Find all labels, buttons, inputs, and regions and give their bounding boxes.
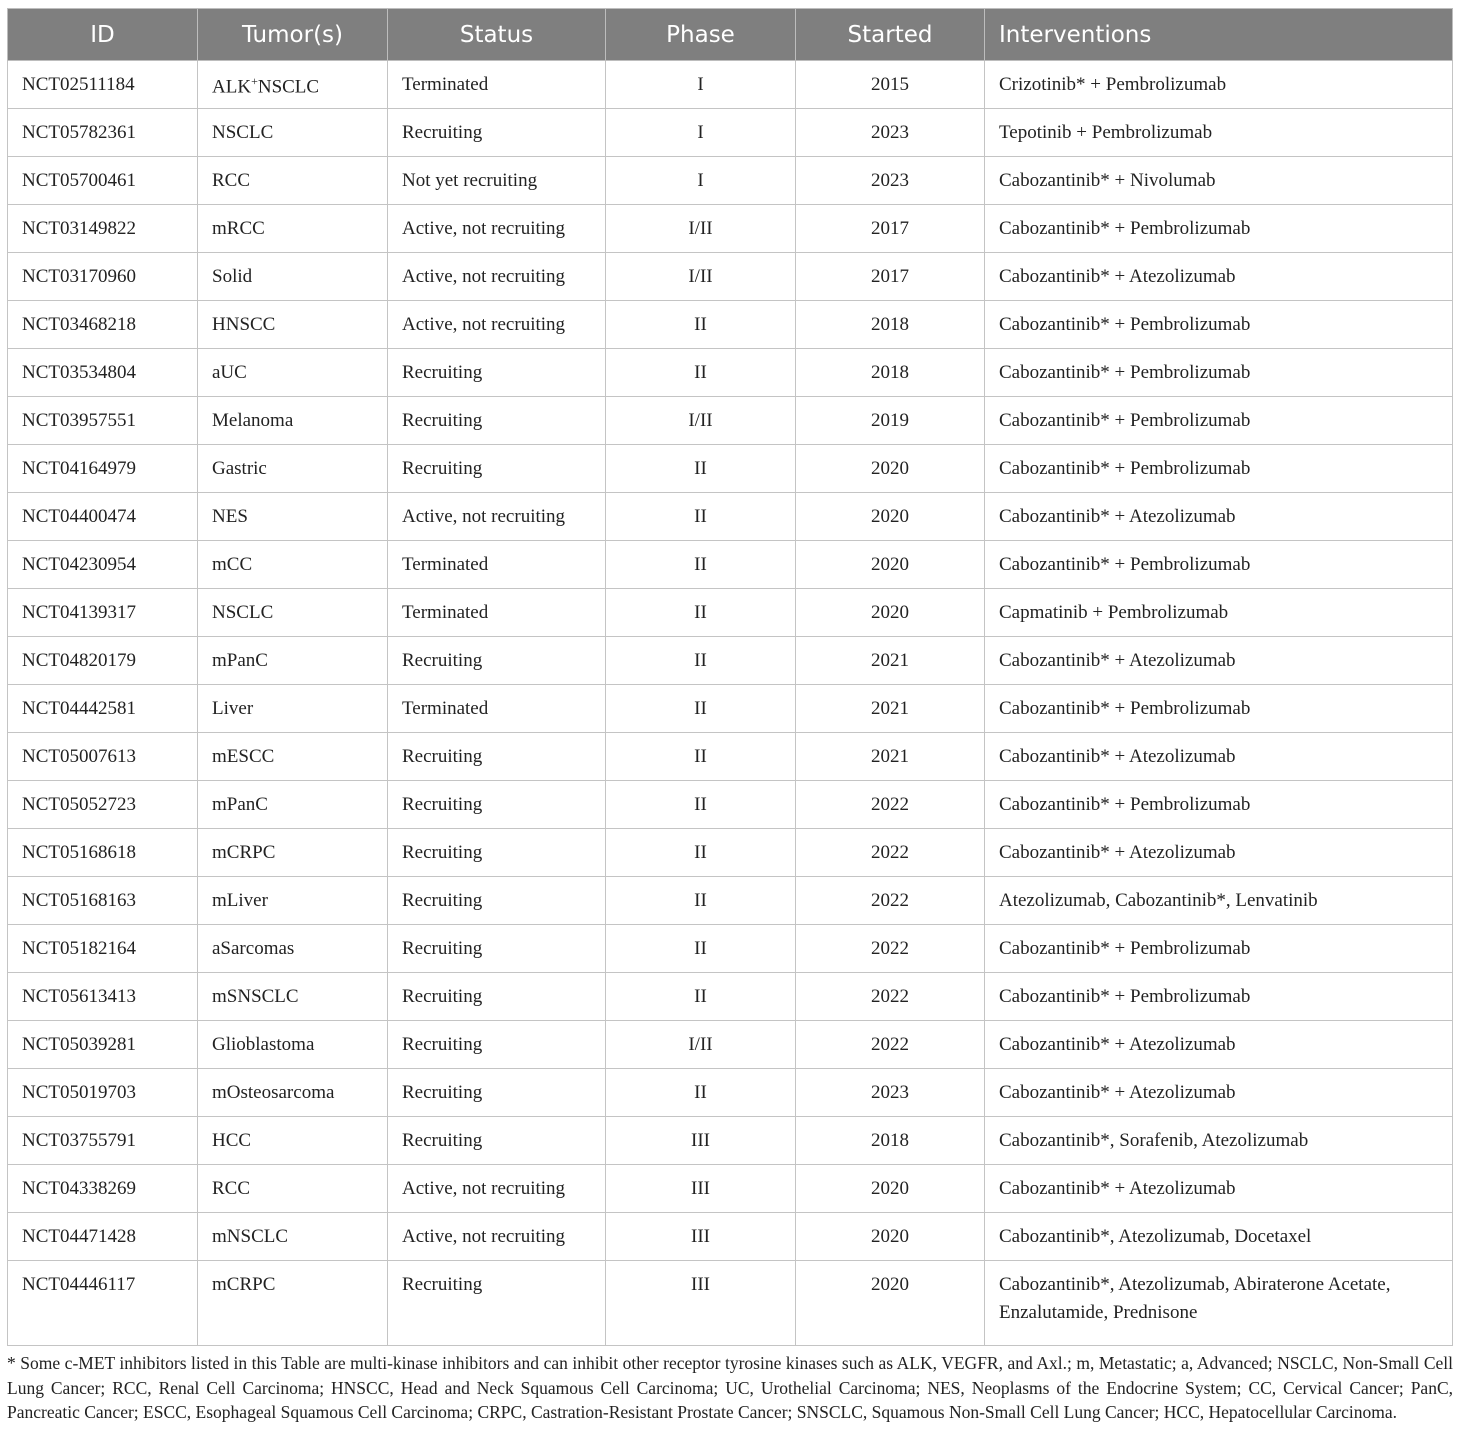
cell-interventions: Cabozantinib* + Atezolizumab: [985, 733, 1453, 781]
cell-status: Recruiting: [388, 925, 606, 973]
cell-status: Recruiting: [388, 1117, 606, 1165]
cell-trial-id: NCT04442581: [8, 685, 198, 733]
cell-phase: I: [606, 157, 796, 205]
cell-tumor: mESCC: [198, 733, 388, 781]
table-row: [8, 1165, 1453, 1213]
cell-started: 2020: [796, 1261, 985, 1346]
cell-trial-id: NCT04230954: [8, 541, 198, 589]
table-row: [8, 1261, 1453, 1346]
table-row: [8, 829, 1453, 877]
cell-started: 2020: [796, 541, 985, 589]
cell-status: Active, not recruiting: [388, 253, 606, 301]
cell-trial-id: NCT05019703: [8, 1069, 198, 1117]
cell-status: Terminated: [388, 589, 606, 637]
cell-trial-id: NCT03755791: [8, 1117, 198, 1165]
cell-interventions: Cabozantinib* + Atezolizumab: [985, 493, 1453, 541]
cell-phase: I/II: [606, 397, 796, 445]
cell-interventions: Cabozantinib* + Atezolizumab: [985, 829, 1453, 877]
cell-started: 2020: [796, 445, 985, 493]
cell-interventions: Cabozantinib*, Atezolizumab, Docetaxel: [985, 1213, 1453, 1261]
cell-trial-id: NCT04164979: [8, 445, 198, 493]
cell-trial-id: NCT03957551: [8, 397, 198, 445]
table-row: [8, 877, 1453, 925]
cell-tumor: ALK+NSCLC: [198, 61, 388, 109]
cell-tumor: RCC: [198, 157, 388, 205]
cell-interventions: Cabozantinib* + Pembrolizumab: [985, 349, 1453, 397]
cell-trial-id: NCT02511184: [8, 61, 198, 109]
cell-started: 2020: [796, 589, 985, 637]
table-row: [8, 109, 1453, 157]
cell-trial-id: NCT04338269: [8, 1165, 198, 1213]
cell-tumor: mPanC: [198, 637, 388, 685]
cell-phase: II: [606, 301, 796, 349]
cell-tumor: mNSCLC: [198, 1213, 388, 1261]
cell-status: Active, not recruiting: [388, 301, 606, 349]
cell-status: Terminated: [388, 685, 606, 733]
cell-interventions: Cabozantinib* + Pembrolizumab: [985, 445, 1453, 493]
cell-phase: II: [606, 733, 796, 781]
cell-trial-id: NCT05168618: [8, 829, 198, 877]
cell-started: 2018: [796, 1117, 985, 1165]
cell-started: 2020: [796, 493, 985, 541]
cell-tumor: mCRPC: [198, 829, 388, 877]
cell-trial-id: NCT03149822: [8, 205, 198, 253]
cell-started: 2023: [796, 157, 985, 205]
cell-started: 2018: [796, 349, 985, 397]
cell-tumor: Liver: [198, 685, 388, 733]
cell-phase: III: [606, 1117, 796, 1165]
cell-tumor: Solid: [198, 253, 388, 301]
cell-tumor: Melanoma: [198, 397, 388, 445]
cell-trial-id: NCT05700461: [8, 157, 198, 205]
cell-interventions: Cabozantinib* + Atezolizumab: [985, 253, 1453, 301]
cell-started: 2023: [796, 1069, 985, 1117]
cell-phase: II: [606, 541, 796, 589]
cell-interventions: Cabozantinib* + Pembrolizumab: [985, 397, 1453, 445]
cell-phase: II: [606, 781, 796, 829]
cell-tumor: Gastric: [198, 445, 388, 493]
cell-tumor: aUC: [198, 349, 388, 397]
cell-interventions: Capmatinib + Pembrolizumab: [985, 589, 1453, 637]
cell-interventions: Crizotinib* + Pembrolizumab: [985, 61, 1453, 109]
table-row: [8, 253, 1453, 301]
cell-phase: I/II: [606, 205, 796, 253]
header-interventions: Interventions: [985, 9, 1453, 61]
cell-status: Recruiting: [388, 397, 606, 445]
cell-status: Recruiting: [388, 829, 606, 877]
cell-status: Recruiting: [388, 781, 606, 829]
cell-interventions: Cabozantinib* + Atezolizumab: [985, 1069, 1453, 1117]
table-row: [8, 1117, 1453, 1165]
cell-status: Terminated: [388, 61, 606, 109]
cell-phase: II: [606, 925, 796, 973]
cell-phase: I/II: [606, 1021, 796, 1069]
cell-interventions: Cabozantinib* + Pembrolizumab: [985, 541, 1453, 589]
cell-interventions: Cabozantinib* + Pembrolizumab: [985, 301, 1453, 349]
cell-trial-id: NCT05052723: [8, 781, 198, 829]
table-row: [8, 157, 1453, 205]
cell-started: 2022: [796, 1021, 985, 1069]
cell-trial-id: NCT04471428: [8, 1213, 198, 1261]
table-row: [8, 637, 1453, 685]
cell-started: 2022: [796, 877, 985, 925]
header-status: Status: [388, 9, 606, 61]
cell-started: 2021: [796, 733, 985, 781]
cell-tumor: NES: [198, 493, 388, 541]
cell-tumor: mSNSCLC: [198, 973, 388, 1021]
cell-tumor: aSarcomas: [198, 925, 388, 973]
cell-phase: I/II: [606, 253, 796, 301]
cell-started: 2017: [796, 253, 985, 301]
cell-interventions: Atezolizumab, Cabozantinib*, Lenvatinib: [985, 877, 1453, 925]
cell-tumor: mPanC: [198, 781, 388, 829]
table-row: [8, 1069, 1453, 1117]
cell-interventions: Cabozantinib* + Pembrolizumab: [985, 781, 1453, 829]
cell-tumor: HNSCC: [198, 301, 388, 349]
cell-trial-id: NCT05182164: [8, 925, 198, 973]
cell-trial-id: NCT05168163: [8, 877, 198, 925]
cell-tumor: HCC: [198, 1117, 388, 1165]
cell-tumor: mCRPC: [198, 1261, 388, 1346]
cell-interventions: Cabozantinib* + Pembrolizumab: [985, 973, 1453, 1021]
clinical-trials-table: [7, 8, 1453, 1346]
cell-started: 2022: [796, 829, 985, 877]
cell-interventions: Cabozantinib* + Nivolumab: [985, 157, 1453, 205]
cell-interventions: Cabozantinib* + Pembrolizumab: [985, 685, 1453, 733]
cell-tumor: mCC: [198, 541, 388, 589]
table-row: [8, 733, 1453, 781]
cell-phase: II: [606, 445, 796, 493]
cell-started: 2022: [796, 925, 985, 973]
cell-tumor: NSCLC: [198, 589, 388, 637]
table-row: [8, 541, 1453, 589]
table-row: [8, 301, 1453, 349]
cell-trial-id: NCT05007613: [8, 733, 198, 781]
cell-status: Recruiting: [388, 1069, 606, 1117]
table-row: [8, 1213, 1453, 1261]
table-row: [8, 493, 1453, 541]
cell-phase: III: [606, 1261, 796, 1346]
cell-status: Recruiting: [388, 445, 606, 493]
table-row: [8, 349, 1453, 397]
table-row: [8, 589, 1453, 637]
table-row: [8, 397, 1453, 445]
table-row: [8, 1021, 1453, 1069]
cell-status: Active, not recruiting: [388, 493, 606, 541]
cell-phase: II: [606, 877, 796, 925]
cell-started: 2020: [796, 1165, 985, 1213]
cell-interventions: Tepotinib + Pembrolizumab: [985, 109, 1453, 157]
cell-phase: III: [606, 1165, 796, 1213]
cell-started: 2020: [796, 1213, 985, 1261]
cell-started: 2022: [796, 973, 985, 1021]
cell-started: 2018: [796, 301, 985, 349]
cell-interventions: Cabozantinib*, Atezolizumab, Abiraterone Acetate, Enzalutamide, Prednisone: [985, 1261, 1453, 1346]
cell-interventions: Cabozantinib*, Sorafenib, Atezolizumab: [985, 1117, 1453, 1165]
cell-status: Not yet recruiting: [388, 157, 606, 205]
cell-trial-id: NCT04820179: [8, 637, 198, 685]
cell-trial-id: NCT04400474: [8, 493, 198, 541]
cell-phase: I: [606, 61, 796, 109]
cell-status: Active, not recruiting: [388, 1165, 606, 1213]
table-row: [8, 925, 1453, 973]
cell-status: Recruiting: [388, 973, 606, 1021]
cell-trial-id: NCT04446117: [8, 1261, 198, 1346]
cell-phase: II: [606, 349, 796, 397]
table-row: [8, 61, 1453, 109]
header-tumors: Tumor(s): [198, 9, 388, 61]
cell-status: Recruiting: [388, 349, 606, 397]
cell-started: 2022: [796, 781, 985, 829]
cell-tumor: Glioblastoma: [198, 1021, 388, 1069]
cell-interventions: Cabozantinib* + Pembrolizumab: [985, 925, 1453, 973]
table-row: [8, 781, 1453, 829]
cell-phase: II: [606, 637, 796, 685]
header-row: [8, 9, 1453, 61]
cell-interventions: Cabozantinib* + Atezolizumab: [985, 1021, 1453, 1069]
cell-tumor: mLiver: [198, 877, 388, 925]
cell-trial-id: NCT04139317: [8, 589, 198, 637]
cell-status: Recruiting: [388, 109, 606, 157]
cell-phase: II: [606, 685, 796, 733]
cell-started: 2023: [796, 109, 985, 157]
table-row: [8, 973, 1453, 1021]
cell-interventions: Cabozantinib* + Pembrolizumab: [985, 205, 1453, 253]
cell-interventions: Cabozantinib* + Atezolizumab: [985, 1165, 1453, 1213]
cell-trial-id: NCT05613413: [8, 973, 198, 1021]
cell-tumor: mRCC: [198, 205, 388, 253]
cell-started: 2017: [796, 205, 985, 253]
cell-phase: III: [606, 1213, 796, 1261]
cell-started: 2021: [796, 637, 985, 685]
table-row: [8, 445, 1453, 493]
cell-phase: II: [606, 1069, 796, 1117]
cell-trial-id: NCT03170960: [8, 253, 198, 301]
cell-phase: I: [606, 109, 796, 157]
table-footnote: * Some c-MET inhibitors listed in this Table are multi-kinase inhibitors and can inhibit other receptor tyrosine kinases such as ALK, VEGFR, and Axl.; m, Metastatic; a, Advanced; NSCLC, Non-Small Cell Lung Cancer; RCC, Renal Cell Carcinoma; HNSCC, Head and Neck Squamous Cell Carcinoma; UC, Urothelial Carcinoma; NES, Neoplasms of the Endocrine System; CC, Cervical Cancer; PanC, Pancreatic Cancer; ESCC, Esophageal Squamous Cell Carcinoma; CRPC, Castration-Resistant Prostate Cancer; SNSCLC, Squamous Non-Small Cell Lung Cancer; HCC, Hepatocellular Carcinoma.: [7, 1353, 1453, 1422]
cell-tumor: mOsteosarcoma: [198, 1069, 388, 1117]
cell-trial-id: NCT05039281: [8, 1021, 198, 1069]
cell-phase: II: [606, 829, 796, 877]
cell-tumor: RCC: [198, 1165, 388, 1213]
cell-status: Recruiting: [388, 1021, 606, 1069]
cell-status: Active, not recruiting: [388, 1213, 606, 1261]
table-row: [8, 685, 1453, 733]
cell-trial-id: NCT03468218: [8, 301, 198, 349]
cell-started: 2021: [796, 685, 985, 733]
cell-status: Terminated: [388, 541, 606, 589]
cell-phase: II: [606, 589, 796, 637]
header-started: Started: [796, 9, 985, 61]
cell-status: Recruiting: [388, 877, 606, 925]
cell-status: Recruiting: [388, 637, 606, 685]
cell-started: 2019: [796, 397, 985, 445]
cell-tumor: NSCLC: [198, 109, 388, 157]
cell-status: Recruiting: [388, 733, 606, 781]
cell-status: Active, not recruiting: [388, 205, 606, 253]
header-phase: Phase: [606, 9, 796, 61]
cell-trial-id: NCT03534804: [8, 349, 198, 397]
cell-phase: II: [606, 973, 796, 1021]
cell-interventions: Cabozantinib* + Atezolizumab: [985, 637, 1453, 685]
header-id: ID: [8, 9, 198, 61]
cell-status: Recruiting: [388, 1261, 606, 1346]
cell-started: 2015: [796, 61, 985, 109]
cell-trial-id: NCT05782361: [8, 109, 198, 157]
cell-phase: II: [606, 493, 796, 541]
table-row: [8, 205, 1453, 253]
